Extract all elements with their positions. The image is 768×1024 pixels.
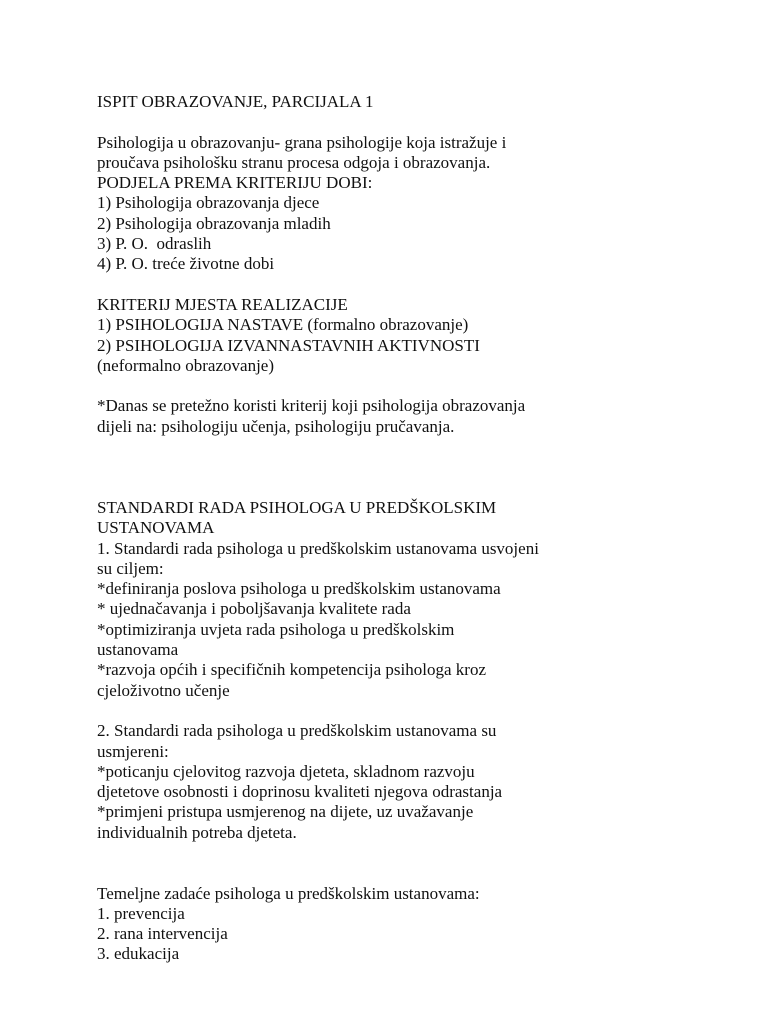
place-criterion-item: (neformalno obrazovanje)	[97, 355, 274, 375]
spacer	[97, 478, 597, 498]
age-criterion-heading: PODJELA PREMA KRITERIJU DOBI:	[97, 173, 373, 193]
standards-point2-line: *primjeni pristupa usmjerenog na dijete, uz uvažavanje	[97, 802, 474, 822]
standards-point1-line: * ujednačavanja i poboljšavanja kvalitete rada	[97, 599, 411, 619]
place-criterion-item: 1) PSIHOLOGIJA NASTAVE (formalno obrazovanje)	[97, 315, 469, 335]
intro-line: proučava psihološku stranu procesa odgoja i obrazovanja.	[97, 152, 491, 172]
tasks-heading: Temeljne zadaće psihologa u predškolskim ustanovama:	[97, 883, 480, 903]
standards-point1-line: *definiranja poslova psihologa u predškolskim ustanovama	[97, 579, 501, 599]
standards-point2-line: djetetove osobnosti i doprinosu kvaliteti njegova odrastanja	[97, 782, 503, 802]
standards-point2-line: usmjereni:	[97, 741, 169, 761]
age-criterion-item: 3) P. O. odraslih	[97, 234, 212, 254]
age-criterion-item: 4) P. O. treće životne dobi	[97, 254, 275, 274]
standards-point1-line: *optimiziranja uvjeta rada psihologa u predškolskim	[97, 619, 455, 639]
note-line: *Danas se pretežno koristi kriterij koji psihologija obrazovanja	[97, 396, 526, 416]
note-line: dijeli na: psihologiju učenja, psihologiju pručavanja.	[97, 416, 455, 436]
spacer	[97, 437, 597, 457]
standards-point1-line: cjeloživotno učenje	[97, 680, 230, 700]
spacer	[97, 457, 597, 477]
standards-point2-line: *poticanju cjelovitog razvoja djeteta, skladnom razvoju	[97, 761, 475, 781]
place-criterion-heading: KRITERIJ MJESTA REALIZACIJE	[97, 294, 348, 314]
place-criterion-item: 2) PSIHOLOGIJA IZVANNASTAVNIH AKTIVNOSTI	[97, 335, 480, 355]
age-criterion-item: 1) Psihologija obrazovanja djece	[97, 193, 320, 213]
spacer	[97, 275, 597, 295]
tasks-item: 2. rana intervencija	[97, 924, 228, 944]
standards-point2-line: 2. Standardi rada psihologa u predškolskim ustanovama su	[97, 721, 497, 741]
standards-point1-line: *razvoja općih i specifičnih kompetencija psihologa kroz	[97, 660, 486, 680]
standards-point1-line: su ciljem:	[97, 558, 164, 578]
document-body	[97, 92, 597, 965]
spacer	[97, 863, 597, 883]
document-title: ISPIT OBRAZOVANJE, PARCIJALA 1	[97, 92, 374, 111]
spacer	[97, 376, 597, 396]
standards-point1-line: ustanovama	[97, 640, 179, 660]
age-criterion-item: 2) Psihologija obrazovanja mladih	[97, 213, 331, 233]
standards-heading: USTANOVAMA	[97, 518, 215, 538]
intro-line: Psihologija u obrazovanju- grana psihologije koja istražuje i	[97, 132, 507, 152]
standards-heading: STANDARDI RADA PSIHOLOGA U PREDŠKOLSKIM	[97, 497, 497, 517]
spacer	[97, 701, 597, 721]
tasks-item: 1. prevencija	[97, 903, 185, 923]
standards-point2-line: individualnih potreba djeteta.	[97, 822, 297, 842]
tasks-item: 3. edukacija	[97, 944, 180, 964]
spacer	[97, 112, 597, 132]
standards-point1-line: 1. Standardi rada psihologa u predškolskim ustanovama usvojeni	[97, 538, 539, 558]
spacer	[97, 843, 597, 863]
